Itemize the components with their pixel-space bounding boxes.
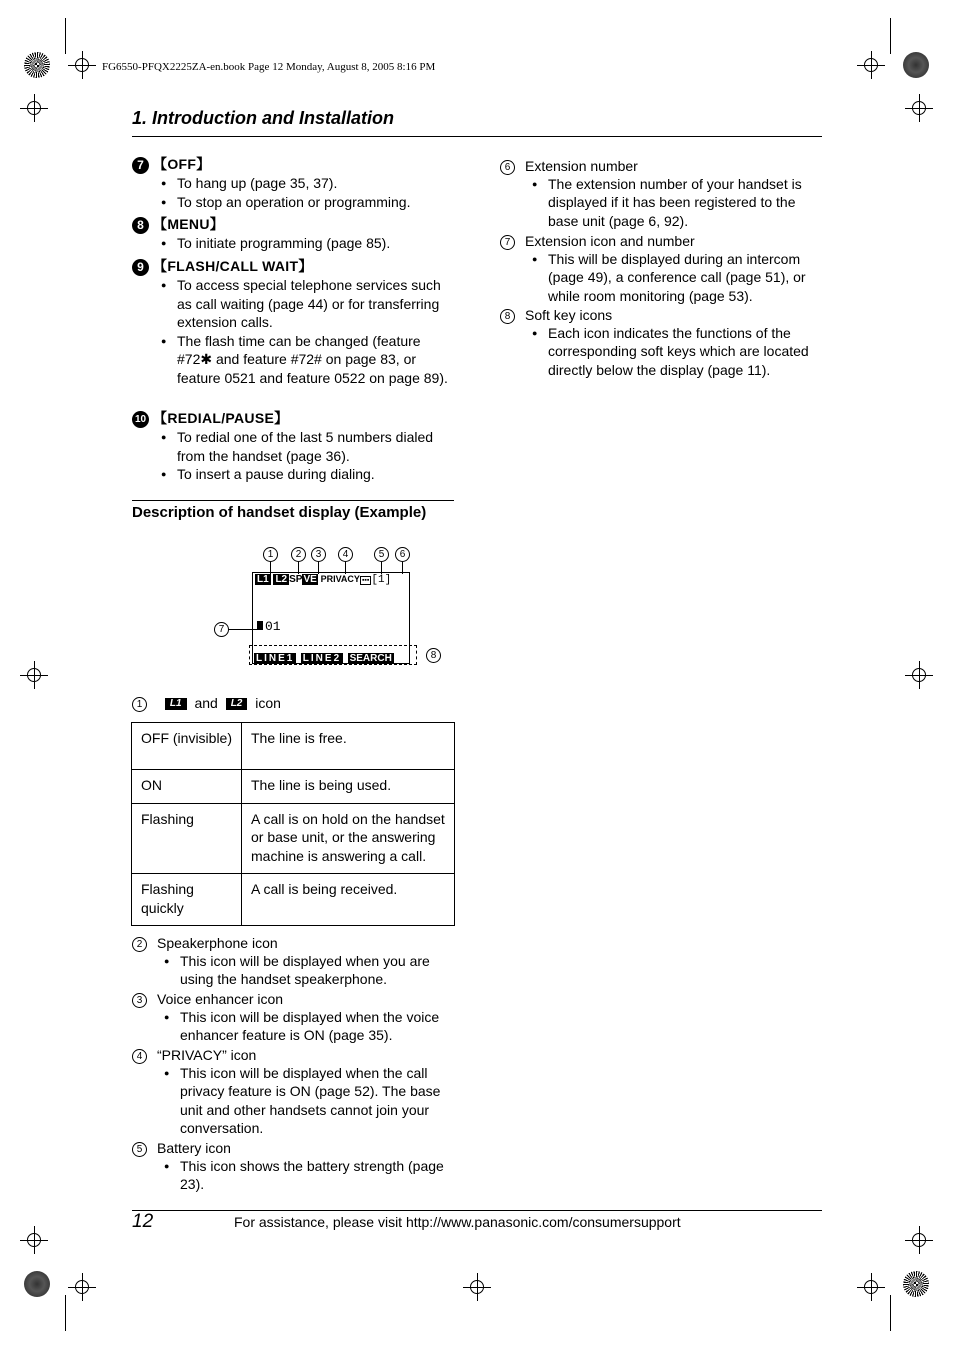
line1-tag: L1 [165, 698, 187, 710]
desc-soft-key-icons: 8 Soft key icons ● Each icon indicates the functions of the corresponding soft keys which are located directly below the display (page 11). [500, 307, 825, 379]
display-section-rule [132, 500, 454, 501]
bullet: ● To initiate programming (page 85). [161, 234, 457, 253]
callout-2: 2 [291, 547, 306, 562]
battery-icon: ▪▪▪ [361, 577, 370, 584]
bullet: ● This icon shows the battery strength (page 23). [164, 1157, 457, 1194]
table-row: Flashing quickly A call is being received. [132, 874, 455, 926]
bullet: ● To redial one of the last 5 numbers dialed from the handset (page 36). [161, 428, 457, 465]
callout-1: 1 [263, 547, 278, 562]
callout-6: 6 [395, 547, 410, 562]
softkey-line1: LINE1 [256, 653, 295, 664]
desc-extension-icon: 7 Extension icon and number ● This will be displayed during an intercom (page 49), a conference call (page 51), or while room monitoring (page 53). [500, 233, 825, 305]
bullet: ● This will be displayed during an intercom (page 49), a conference call (page 51), or while room monitoring (page 53). [532, 250, 825, 306]
bullet: ● The flash time can be changed (feature #72✱ and feature #72# on page 83, or feature 0521 and feature 0522 on page 89). [161, 332, 457, 388]
desc-privacy: 4 “PRIVACY” icon ● This icon will be displayed when the call privacy feature is ON (page 52). The base unit and other handsets cannot join your conversation. [132, 1047, 457, 1138]
callout-7: 7 [214, 622, 229, 637]
bullet: ● Each icon indicates the functions of the corresponding soft keys which are located directly below the display (page 11). [532, 324, 825, 380]
bullet: ● This icon will be displayed when the call privacy feature is ON (page 52). The base unit and other handsets cannot join your conversation. [164, 1064, 457, 1138]
key-item-off: 7 【OFF】 ● To hang up (page 35, 37). ● To stop an operation or programming. [132, 154, 457, 211]
bullet: ● This icon will be displayed when the voice enhancer feature is ON (page 35). [164, 1008, 457, 1045]
bullet: ● To access special telephone services such as call waiting (page 44) or for transferring extension calls. [161, 276, 457, 332]
line-icon-state-table [131, 722, 455, 926]
desc-extension-number: 6 Extension number ● The extension number of your handset is displayed if it has been registered to the base unit (page 6, 92). [500, 158, 825, 230]
lcd-status-icons [255, 574, 391, 586]
extension-icon [257, 621, 263, 630]
speakerphone-icon: SP [289, 574, 303, 585]
privacy-icon: PRIVACY [320, 574, 360, 584]
line1-icon: L1 [257, 574, 269, 585]
footer-rule [132, 1210, 822, 1211]
key-item-menu: 8 【MENU】 ● To initiate programming (page 85). [132, 214, 457, 253]
voice-enhancer-icon: VE [303, 574, 317, 585]
display-section-title: Description of handset display (Example) [132, 504, 427, 521]
callout-8: 8 [426, 648, 441, 663]
callout-3: 3 [311, 547, 326, 562]
desc-battery: 5 Battery icon ● This icon shows the battery strength (page 23). [132, 1140, 457, 1194]
lcd-extension-line: 01 [257, 619, 281, 634]
table-row: OFF (invisible) The line is free. [132, 723, 455, 770]
section-title: 1. Introduction and Installation [132, 108, 395, 128]
key-item-redial: 10 【REDIAL/PAUSE】 ● To redial one of the last 5 numbers dialed from the handset (page 36). ● To insert a pause during dialing. [132, 408, 457, 484]
bullet: ● The extension number of your handset is displayed if it has been registered to the base unit (page 6, 92). [532, 175, 825, 231]
file-info: FG6550-PFQX2225ZA-en.book Page 12 Monday, August 8, 2005 8:16 PM [102, 61, 436, 73]
page-number: 12 [132, 1211, 154, 1232]
bullet: ● To insert a pause during dialing. [161, 465, 457, 484]
desc-voice-enhancer: 3 Voice enhancer icon ● This icon will be displayed when the voice enhancer feature is ON (page 35). [132, 991, 457, 1045]
table-row: Flashing A call is on hold on the handset or base unit, or the answering machine is answering a call. [132, 803, 455, 874]
footer-support-text: For assistance, please visit http://www.panasonic.com/consumersupport [234, 1214, 681, 1230]
item1-heading: 1 L1 and L2 icon [132, 695, 281, 712]
desc-speakerphone: 2 Speakerphone icon ● This icon will be displayed when you are using the handset speakerphone. [132, 935, 457, 989]
header-rule [132, 136, 822, 137]
bullet: ● To stop an operation or programming. [161, 193, 457, 212]
line2-icon: L2 [275, 574, 288, 585]
callout-5: 5 [374, 547, 389, 562]
lcd-softkeys [254, 648, 394, 666]
table-row: ON The line is being used. [132, 770, 455, 804]
softkey-line2: LINE2 [302, 653, 342, 664]
bullet: ● To hang up (page 35, 37). [161, 174, 457, 193]
bullet: ● This icon will be displayed when you are using the handset speakerphone. [164, 952, 457, 989]
extension-number: [1] [371, 574, 392, 586]
key-item-flash: 9 【FLASH/CALL WAIT】 ● To access special telephone services such as call waiting (page 44) or for transferring extension calls. ● The flash time can be changed (feature #72✱ and feature #72# on page 83, or feature 0521 and feature 0522 on page 89). [132, 256, 457, 387]
line2-tag: L2 [226, 698, 248, 710]
softkey-search: SEARCH [349, 653, 392, 664]
callout-4: 4 [338, 547, 353, 562]
